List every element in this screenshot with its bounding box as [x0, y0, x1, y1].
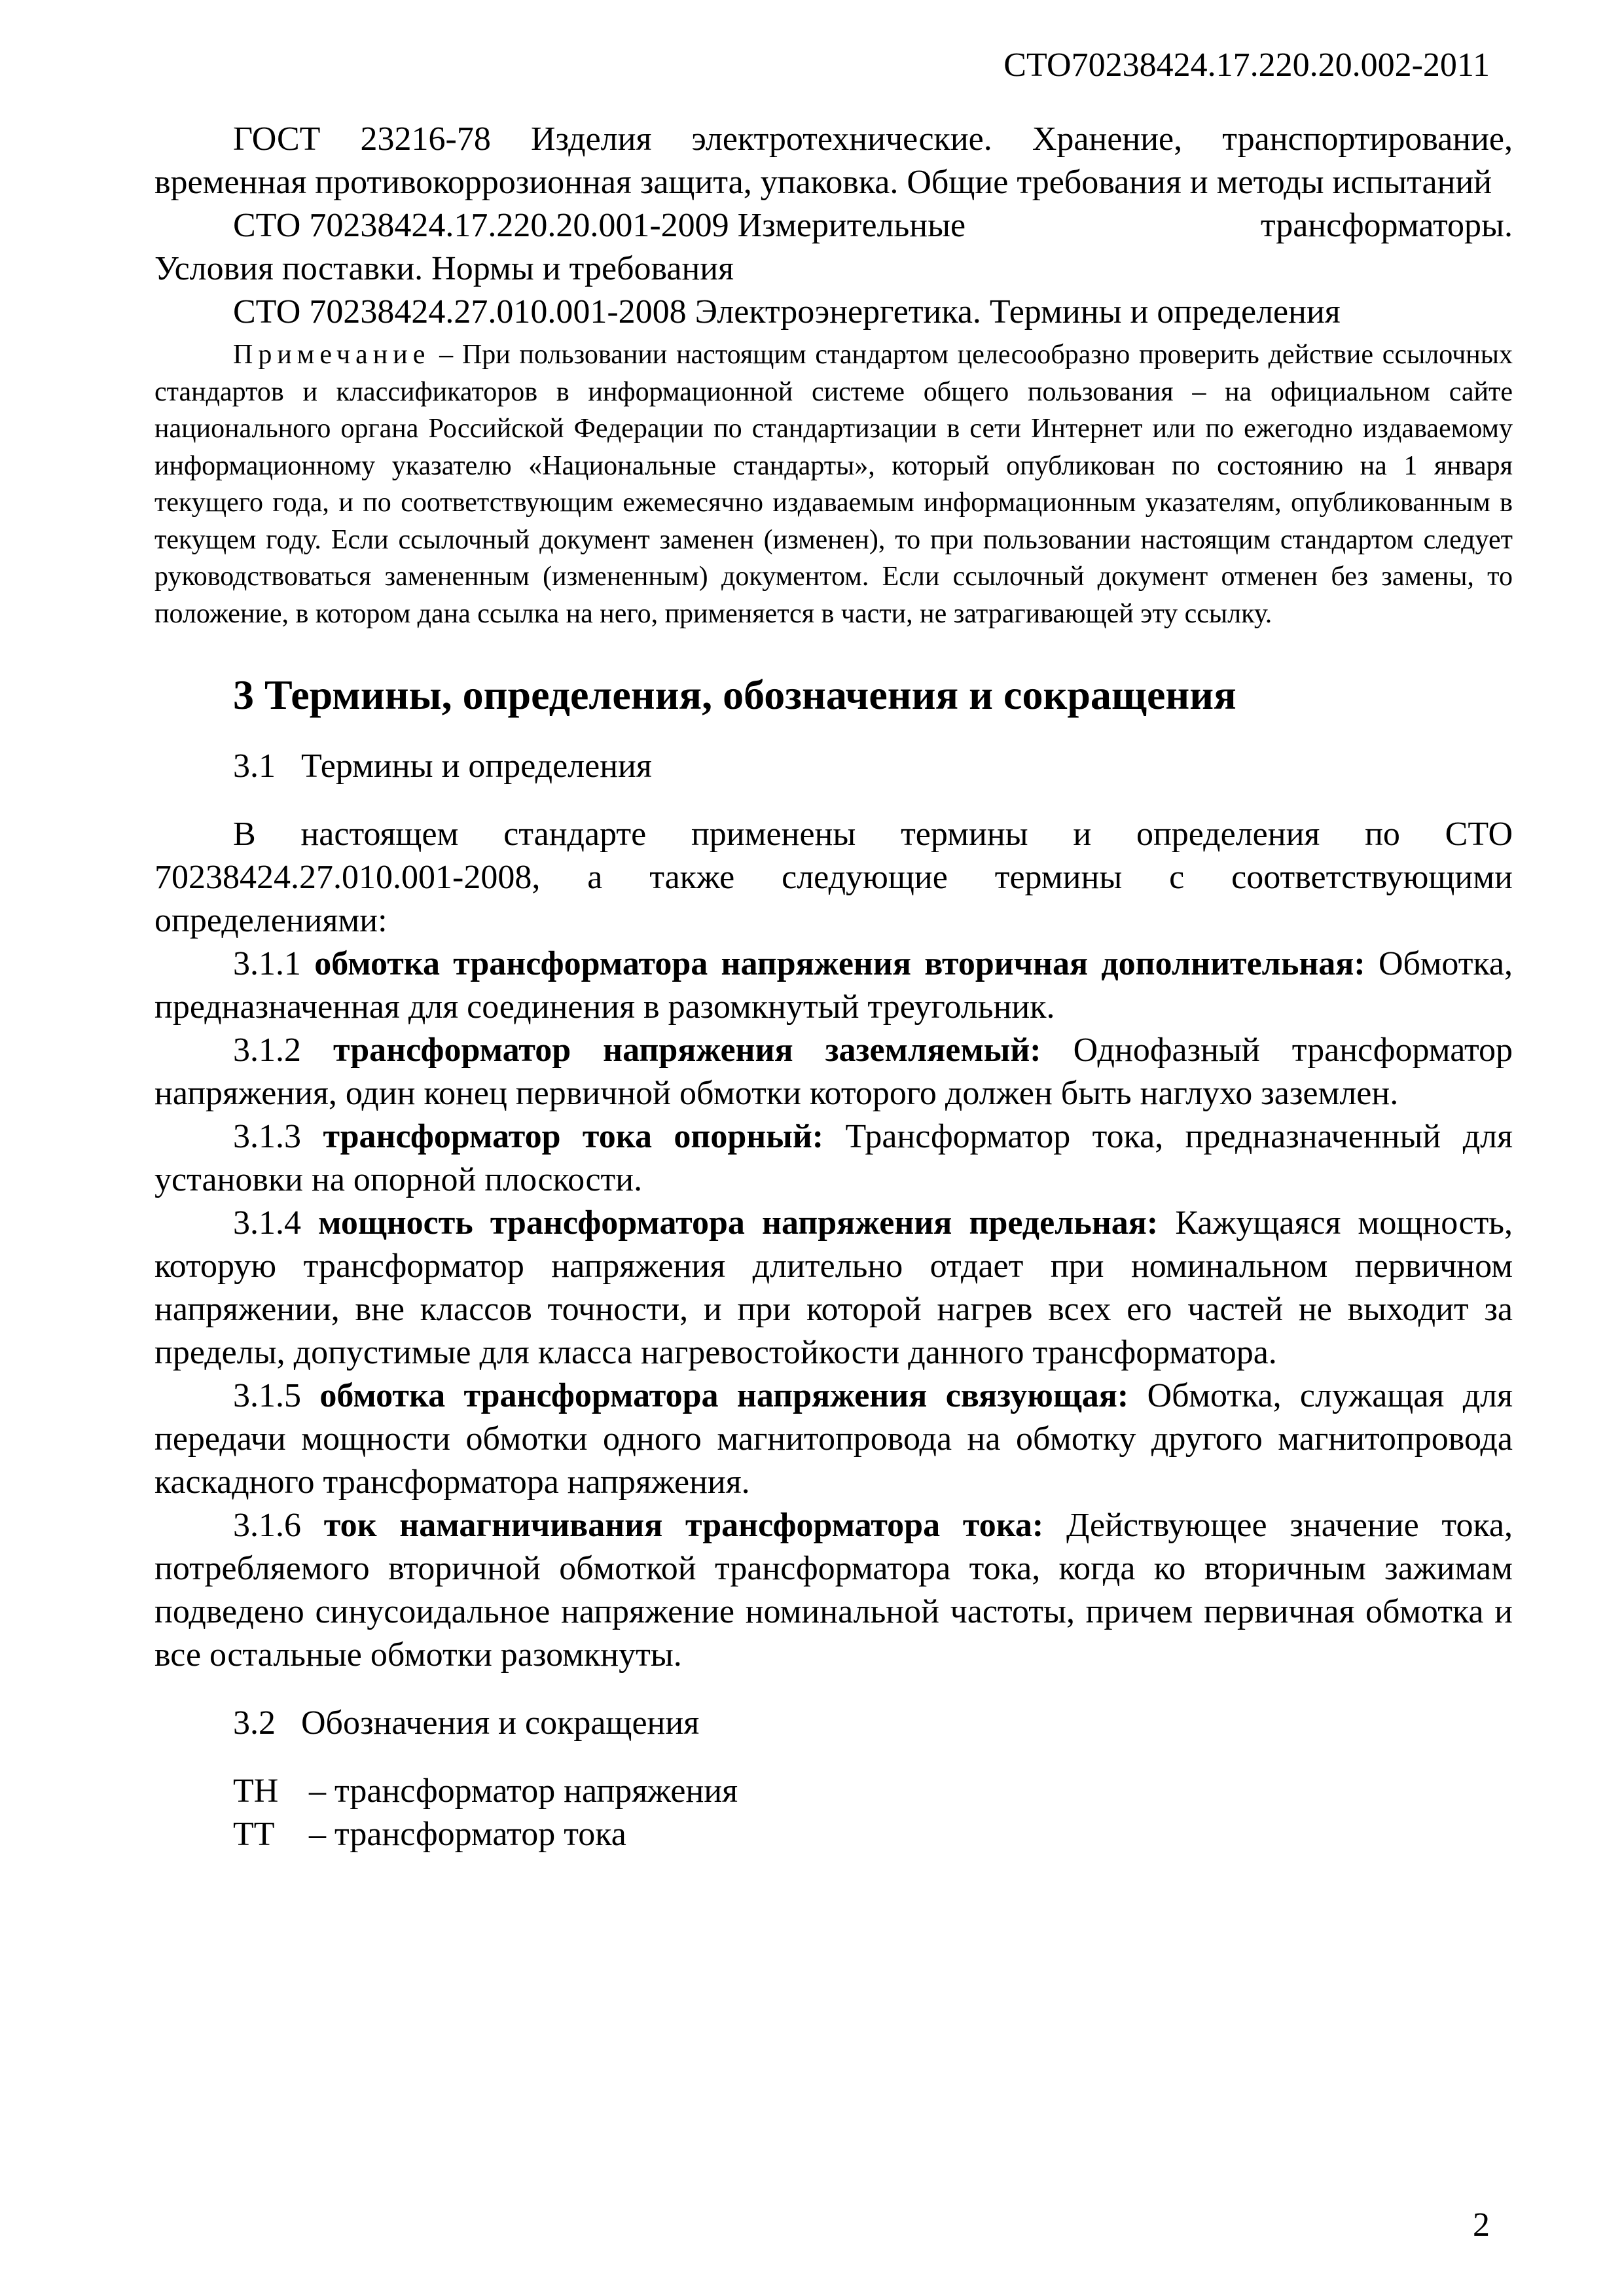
term-number: 3.1.5	[233, 1377, 301, 1414]
term-name: трансформатор тока опорный:	[323, 1118, 824, 1155]
term-definition: Действующее значение тока, потребляемого вторичной обмоткой трансформатора тока, когда ко вторичным зажимам подведено синусоидальное напряжение номинальной частоты, причем первичная обмотка и все остальные обмотки разомкнуты.	[154, 1507, 1513, 1674]
term-3-1-1	[154, 942, 1513, 1029]
term-definition: Обмотка, предназначенная для соединения в разомкнутый треугольник.	[154, 945, 1513, 1026]
document-code-header: СТО70238424.17.220.20.002-2011	[1003, 46, 1490, 84]
term-3-1-5	[154, 1374, 1513, 1504]
abbreviation-key: ТН	[233, 1772, 279, 1810]
reference-sto-001-2009	[154, 204, 1513, 291]
note-text: – При пользовании настоящим стандартом целесообразно проверить действие ссылочных стандартов и классификаторов в информационной системе общего пользования – на официальном сайте национального органа Российской Федерации по стандартизации в сети Интернет или по ежегодно издаваемому информационному указателю «Национальные стандарты», который опубликован по состоянию на 1 января текущего года, и по соответствующим ежемесячно издаваемым информационным указателям, опубликованным в текущем году. Если ссылочный документ заменен (изменен), то при пользовании настоящим стандартом следует руководствоваться замененным (измененным) документом. Если ссылочный документ отменен без замены, то положение, в котором дана ссылка на него, применяется в части, не затрагивающей эту ссылку.	[154, 340, 1513, 629]
term-number: 3.1.6	[233, 1507, 301, 1544]
subsection-terms-heading: 3.1 Термины и определения	[233, 747, 652, 785]
term-3-1-6	[154, 1504, 1513, 1677]
page-content	[154, 118, 1513, 1856]
reference-sto-27-010: СТО 70238424.27.010.001-2008 Электроэнергетика. Термины и определения	[233, 293, 1341, 331]
terms-intro: В настоящем стандарте применены термины и определения по СТО 70238424.27.010.001-2008, а также следующие термины с соответствующими определениями:	[154, 816, 1513, 939]
reference-sto-001-2009-part-b: трансформаторы.	[1260, 207, 1513, 244]
term-definition: Кажущаяся мощность, которую трансформатор напряжения длительно отдает при номинальном первичном напряжении, вне классов точности, и при которой нагрев всех его частей не выходит за пределы, допустимые для класса нагревостойкости данного трансформатора.	[154, 1204, 1513, 1371]
reference-sto-001-2009-part-a: СТО 70238424.17.220.20.001-2009 Измерительные	[233, 207, 966, 244]
term-name: мощность трансформатора напряжения предельная:	[318, 1204, 1159, 1242]
term-name: обмотка трансформатора напряжения вторичная дополнительная:	[314, 945, 1365, 982]
term-3-1-3	[154, 1115, 1513, 1202]
note-paragraph	[154, 336, 1513, 632]
abbreviation-row	[154, 1770, 1513, 1813]
term-number: 3.1.3	[233, 1118, 301, 1155]
term-number: 3.1.4	[233, 1204, 301, 1242]
abbreviation-value: – трансформатор напряжения	[309, 1772, 738, 1810]
reference-gost-23216: ГОСТ 23216-78 Изделия электротехнические. Хранение, транспортирование, временная противокоррозионная защита, упаковка. Общие требования и методы испытаний	[154, 120, 1513, 201]
term-number: 3.1.1	[233, 945, 301, 982]
page-number: 2	[1473, 2206, 1490, 2244]
note-label: Примечание	[233, 340, 431, 370]
subsection-abbreviations-heading: 3.2 Обозначения и сокращения	[233, 1704, 700, 1742]
term-name: ток намагничивания трансформатора тока:	[323, 1507, 1044, 1544]
term-definition: Однофазный трансформатор напряжения, один конец первичной обмотки которого должен быть наглухо заземлен.	[154, 1031, 1513, 1112]
term-name: трансформатор напряжения заземляемый:	[333, 1031, 1041, 1069]
term-name: обмотка трансформатора напряжения связующая:	[319, 1377, 1129, 1414]
term-3-1-4	[154, 1202, 1513, 1374]
abbreviation-value: – трансформатор тока	[309, 1816, 626, 1853]
term-number: 3.1.2	[233, 1031, 301, 1069]
reference-sto-001-2009-part-c: Условия поставки. Нормы и требования	[154, 250, 734, 287]
term-definition: Обмотка, служащая для передачи мощности обмотки одного магнитопровода на обмотку другого магнитопровода каскадного трансформатора напряжения.	[154, 1377, 1513, 1501]
term-definition: Трансформатор тока, предназначенный для установки на опорной плоскости.	[154, 1118, 1513, 1198]
abbreviation-row	[154, 1813, 1513, 1856]
abbreviation-key: ТТ	[233, 1816, 275, 1853]
abbreviations-list	[154, 1770, 1513, 1856]
section-title: 3 Термины, определения, обозначения и сокращения	[233, 672, 1236, 718]
term-3-1-2	[154, 1029, 1513, 1115]
